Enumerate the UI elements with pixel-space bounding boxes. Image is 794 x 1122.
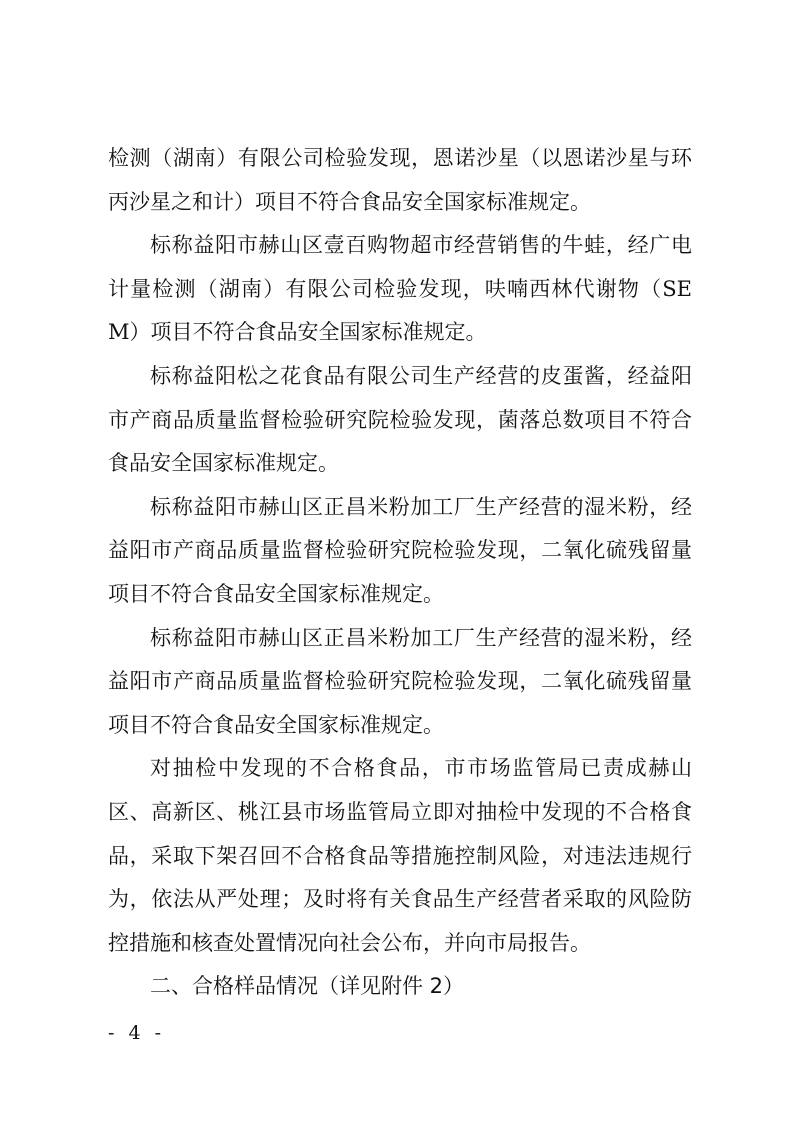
paragraph-frog-sem: 标称益阳市赫山区壹百购物超市经营销售的牛蛙，经广电计量检测（湖南）有限公司检验发现，呋喃西林代谢物（SEM）项目不符合食品安全国家标准规定。 <box>108 233 692 345</box>
paragraph-continuation: 检测（湖南）有限公司检验发现，恩诺沙星（以恩诺沙星与环丙沙星之和计）项目不符合食品安全国家标准规定。 <box>108 146 692 214</box>
paragraph-preserved-egg-sauce: 标称益阳松之花食品有限公司生产经营的皮蛋酱，经益阳市产商品质量监督检验研究院检验发现，菌落总数项目不符合食品安全国家标准规定。 <box>108 363 692 476</box>
paragraph-measures: 对抽检中发现的不合格食品，市市场监管局已责成赫山区、高新区、桃江县市场监管局立即对抽检中发现的不合格食品，采取下架召回不合格食品等措施控制风险，对违法违规行为，依法从严处理；及时将有关食品生产经营者采取的风险防控措施和核查处置情况向社会公布，并向市局报告。 <box>108 756 692 955</box>
document-body <box>108 137 692 1009</box>
section-heading: 二、合格样品情况（详见附件 2） <box>150 974 465 999</box>
page-number: - 4 - <box>108 1022 166 1044</box>
paragraph-wet-rice-noodle-1: 标称益阳市赫山区正昌米粉加工厂生产经营的湿米粉，经益阳市产商品质量监督检验研究院检验发现，二氧化硫残留量项目不符合食品安全国家标准规定。 <box>108 494 692 606</box>
paragraph-wet-rice-noodle-2: 标称益阳市赫山区正昌米粉加工厂生产经营的湿米粉，经益阳市产商品质量监督检验研究院检验发现，二氧化硫残留量项目不符合食品安全国家标准规定。 <box>108 625 692 737</box>
